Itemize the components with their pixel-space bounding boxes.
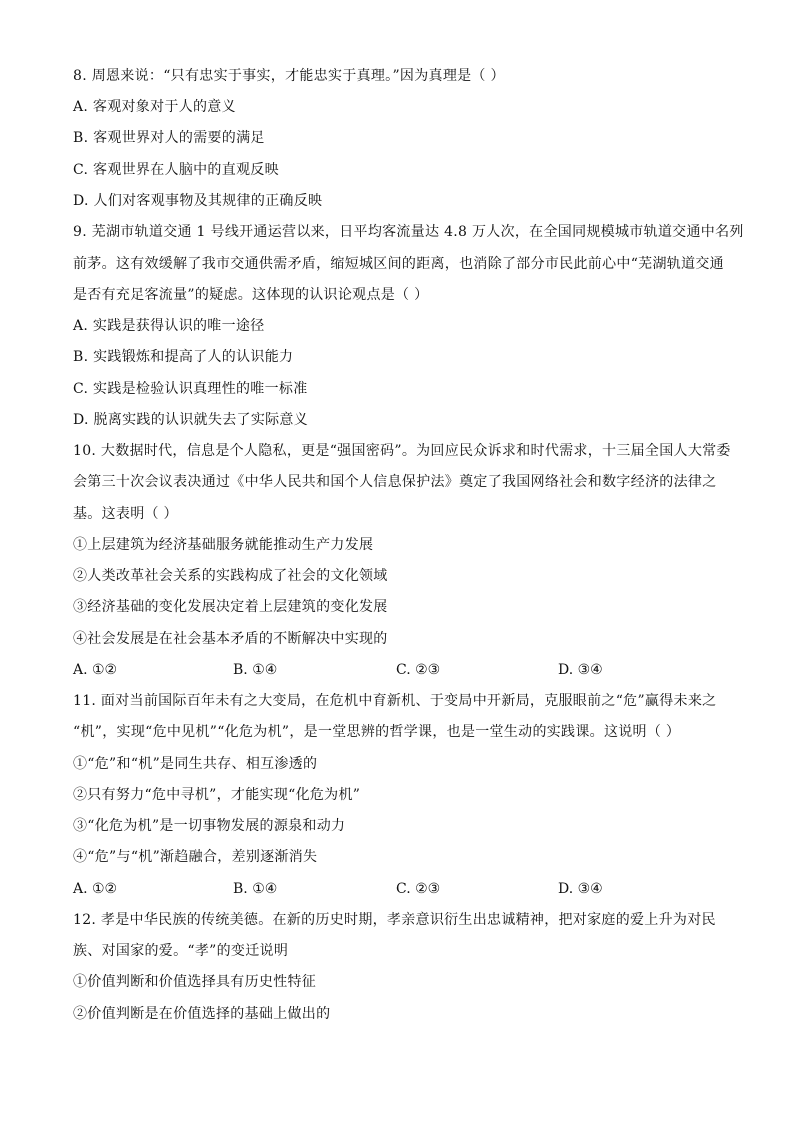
q8-option-b: B. 客观世界对人的需要的满足 (73, 130, 265, 146)
q11-choice-d: D. ③④ (558, 881, 603, 897)
q8-option-d: D. 人们对客观事物及其规律的正确反映 (73, 193, 323, 209)
q11-statement-4: ④“危”与“机”渐趋融合，差别逐渐消失 (73, 849, 318, 865)
q12-stem-line-2: 族、对国家的爱。“孝”的变迁说明 (73, 943, 289, 959)
q10-choice-d: D. ③④ (558, 662, 603, 678)
q10-statement-2: ②人类改革社会关系的实践构成了社会的文化领域 (73, 568, 388, 584)
q10-stem-line-1: 10. 大数据时代，信息是个人隐私，更是“强国密码”。为回应民众诉求和时代需求，十三届全国人大常委 (73, 443, 731, 459)
q10-statement-4: ④社会发展是在社会基本矛盾的不断解决中实现的 (73, 631, 388, 647)
q10-choice-b: B. ①④ (233, 662, 278, 678)
q9-stem-line-3: 是否有充足客流量”的疑虑。这体现的认识论观点是（ ） (73, 287, 429, 303)
q11-choice-c: C. ②③ (396, 881, 441, 897)
q10-choices (73, 660, 733, 680)
q11-stem-line-1: 11. 面对当前国际百年未有之大变局，在危机中育新机、于变局中开新局，克服眼前之“危”赢得未来之 (73, 693, 717, 709)
q9-option-d: D. 脱离实践的认识就失去了实际意义 (73, 412, 309, 428)
q11-statement-3: ③“化危为机”是一切事物发展的源泉和动力 (73, 818, 346, 834)
q10-stem-line-2: 会第三十次会议表决通过《中华人民共和国个人信息保护法》奠定了我国网络社会和数字经济的法律之 (73, 474, 717, 490)
q11-choice-b: B. ①④ (233, 881, 278, 897)
q8-option-c: C. 客观世界在人脑中的直观反映 (73, 162, 279, 178)
q8-stem: 8. 周恩来说：“只有忠实于事实，才能忠实于真理。”因为真理是（ ） (73, 68, 505, 84)
q10-stem-line-3: 基。这表明（ ） (73, 506, 178, 522)
q12-stem-line-1: 12. 孝是中华民族的传统美德。在新的历史时期，孝亲意识衍生出忠诚精神，把对家庭的爱上升为对民 (73, 912, 716, 928)
q11-choice-a: A. ①② (73, 881, 118, 897)
q11-statement-1: ①“危”和“机”是同生共存、相互渗透的 (73, 756, 318, 772)
q10-statement-3: ③经济基础的变化发展决定着上层建筑的变化发展 (73, 599, 388, 615)
q11-stem-line-2: “机”，实现“危中见机”“化危为机”，是一堂思辨的哲学课，也是一堂生动的实践课。这说明（ ） (73, 724, 681, 740)
q11-statement-2: ②只有努力“危中寻机”，才能实现“化危为机” (73, 787, 361, 803)
q12-statement-2: ②价值判断是在价值选择的基础上做出的 (73, 1006, 331, 1022)
q9-option-b: B. 实践锻炼和提高了人的认识能力 (73, 349, 294, 365)
q9-option-c: C. 实践是检验认识真理性的唯一标准 (73, 381, 308, 397)
q8-option-a: A. 客观对象对于人的意义 (73, 99, 236, 115)
q12-statement-1: ①价值判断和价值选择具有历史性特征 (73, 974, 317, 990)
q10-choice-c: C. ②③ (396, 662, 441, 678)
q9-stem-line-1: 9. 芜湖市轨道交通 1 号线开通运营以来，日平均客流量达 4.8 万人次，在全国同规模城市轨道交通中名列 (73, 224, 744, 240)
q11-choices (73, 879, 733, 899)
q9-option-a: A. 实践是获得认识的唯一途径 (73, 318, 265, 334)
q9-stem-line-2: 前茅。这有效缓解了我市交通供需矛盾，缩短城区间的距离，也消除了部分市民此前心中“芜湖轨道交通 (73, 256, 724, 272)
q10-statement-1: ①上层建筑为经济基础服务就能推动生产力发展 (73, 537, 374, 553)
q10-choice-a: A. ①② (73, 662, 118, 678)
